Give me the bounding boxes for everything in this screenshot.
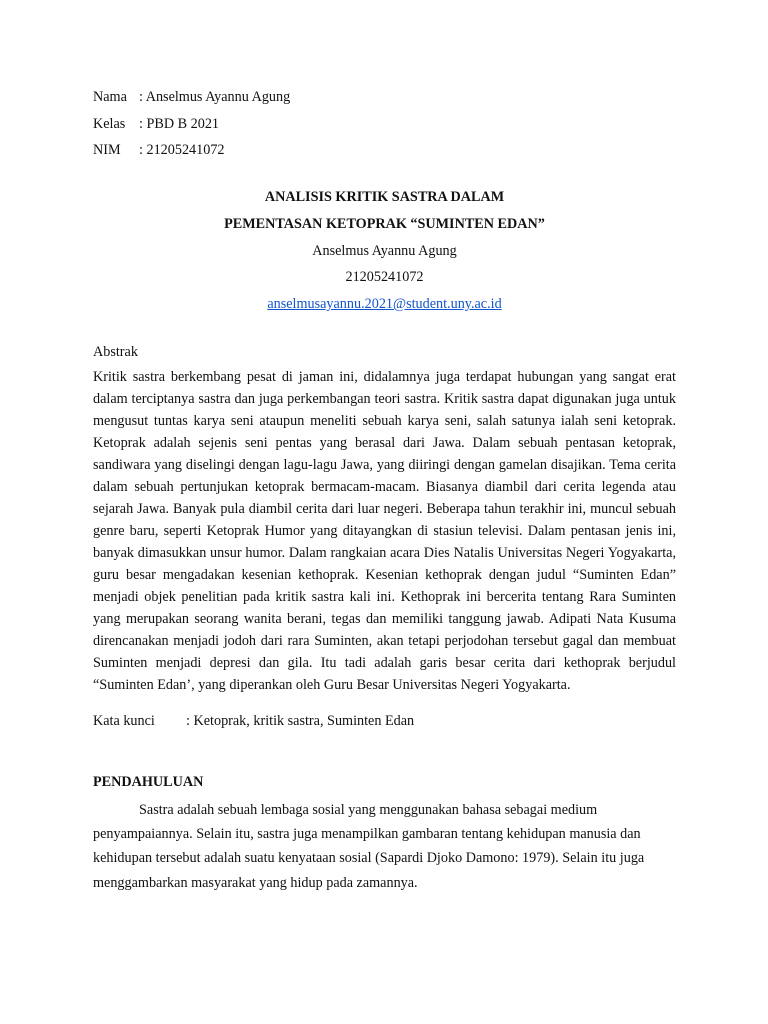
document-page	[93, 84, 676, 895]
name-label: Nama	[93, 89, 127, 105]
nim-value: : 21205241072	[139, 142, 225, 159]
author-name: Anselmus Ayannu Agung	[312, 242, 457, 259]
keywords-row	[93, 710, 676, 732]
keywords-value: : Ketoprak, kritik sastra, Suminten Edan	[186, 712, 415, 729]
class-label: Kelas	[93, 115, 126, 132]
introduction-heading: PENDAHULUAN	[93, 773, 204, 790]
title-block	[93, 184, 676, 318]
name-value: : Anselmus Ayannu Agung	[139, 89, 291, 105]
author-nim: 21205241072	[345, 269, 424, 286]
class-row	[93, 111, 676, 138]
email-link[interactable]: anselmusayannu.2021@student.uny.ac.id	[267, 295, 502, 312]
nim-row	[93, 137, 676, 164]
abstract-body: Kritik sastra berkembang pesat di jaman ini, didalamnya juga terdapat hubungan yang sangat erat dalam terciptanya sastra dan juga perkembangan teori sastra. Kritik sastra dapat digunakan juga untuk mengusut tuntas karya seni ataupun meneliti sebuah karya seni, salah satunya ialah seni ketoprak. Ketoprak adalah sejenis seni pentas yang berasal dari Jawa. Dalam sebuah pentasan ketoprak, sandiwara yang diselingi dengan lagu-lagu Jawa, yang diiringi dengan gamelan disajikan. Tema cerita dalam sebuah pertunjukan ketoprak bermacam-macam. Biasanya diambil dari cerita legenda atau sejarah Jawa. Banyak pula diambil cerita dari luar negeri. Beberapa tahun terakhir ini, muncul sebuah genre baru, seperti Ketoprak Humor yang ditayangkan di stasiun televisi. Dalam pentasan jenis ini, banyak dimasukkan unsur humor. Dalam rangkaian acara Dies Natalis Universitas Negeri Yogyakarta, guru besar mengadakan kesenian kethoprak. Kesenian kethoprak dengan judul “Suminten Edan” menjadi objek penelitian pada kritik sastra kali ini. Kethoprak ini bercerita tentang Rara Suminten yang merupakan seorang wanita berani, tegas dan memiliki tanggung jawab. Adipati Nata Kusuma direncanakan menjadi jodoh dari rara Suminten, akan tetapi perjodohan tersebut gagal dan membuat Suminten menjadi depresi dan gila. Itu tadi adalah garis besar cerita dari kethoprak berjudul “Suminten Edan’, yang diperankan oleh Guru Besar Universitas Negeri Yogyakarta.	[93, 368, 676, 693]
keywords-label: Kata kunci	[93, 712, 155, 729]
class-value: : PBD B 2021	[139, 115, 220, 132]
title-line-2: PEMENTASAN KETOPRAK “SUMINTEN EDAN”	[224, 215, 545, 232]
name-row	[93, 84, 676, 111]
title-line-1: ANALISIS KRITIK SASTRA DALAM	[264, 189, 505, 206]
student-identity	[93, 84, 676, 164]
abstract-heading: Abstrak	[93, 343, 138, 360]
nim-label: NIM	[93, 142, 121, 159]
introduction-body: Sastra adalah sebuah lembaga sosial yang menggunakan bahasa sebagai medium penyampaiannya. Selain itu, sastra juga menampilkan gambaran tentang kehidupan manusia dan kehidupan tersebut adalah suatu kenyataan sosial (Sapardi Djoko Damono: 1979). Selain itu juga menggambarkan masyarakat yang hidup pada zamannya.	[93, 801, 645, 891]
